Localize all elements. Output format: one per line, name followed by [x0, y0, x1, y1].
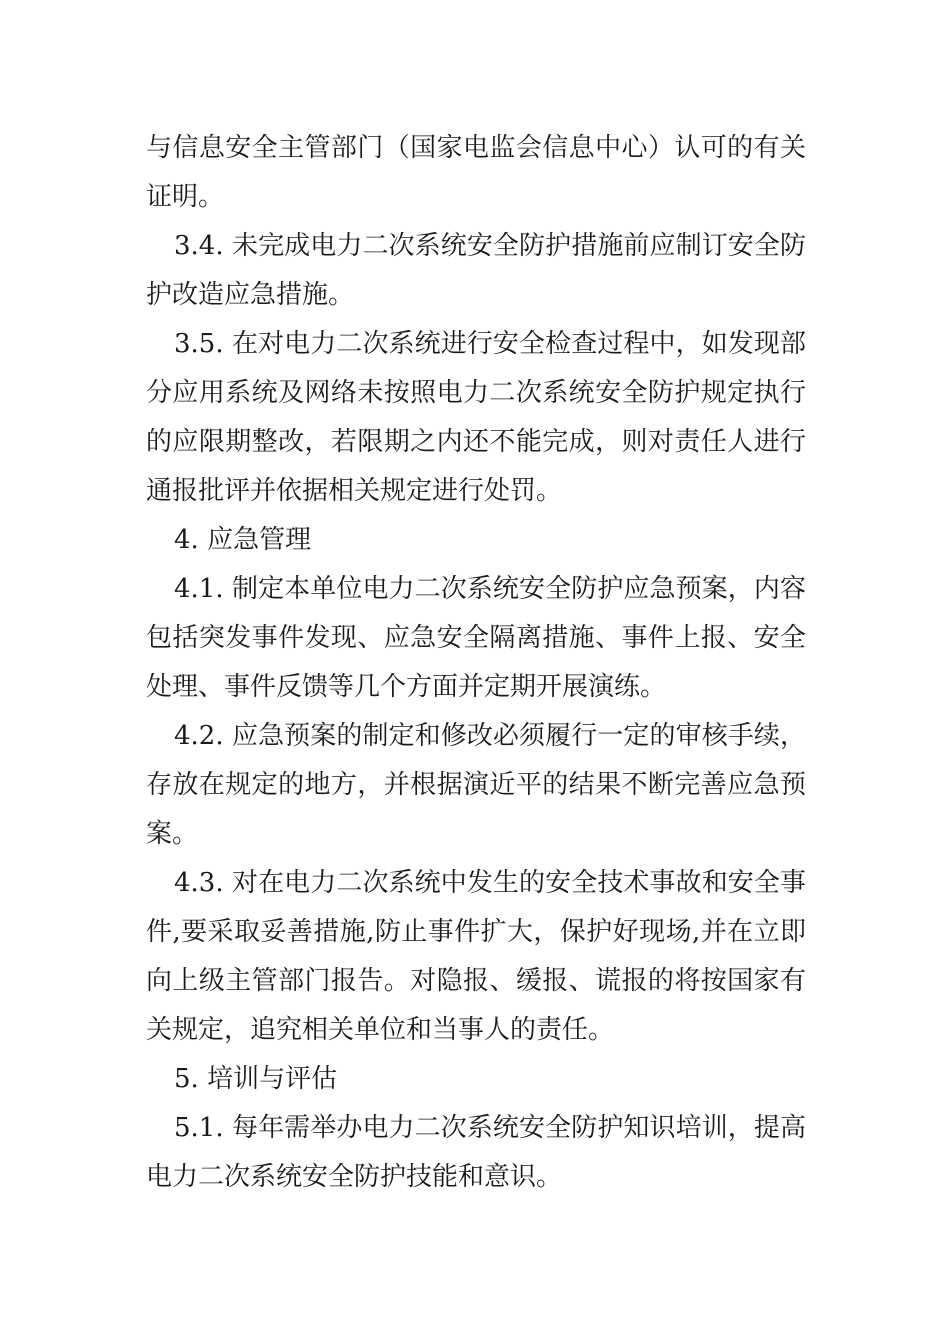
paragraph-3-5: 3.5. 在对电力二次系统进行安全检查过程中，如发现部 — [174, 329, 806, 359]
text-line: 向上级主管部门报告。对隐报、缓报、谎报的将按国家有 — [146, 966, 806, 996]
text-line: 处理、事件反馈等几个方面并定期开展演练。 — [146, 672, 667, 702]
text-line: 存放在规定的地方，并根据演近平的结果不断完善应急预 — [146, 770, 806, 800]
text-line: 分应用系统及网络未按照电力二次系统安全防护规定执行 — [146, 378, 806, 408]
document-body — [146, 124, 806, 1202]
section-heading-4: 4. 应急管理 — [174, 525, 312, 555]
text-line: 件,要采取妥善措施,防止事件扩大，保护好现场,并在立即 — [146, 917, 806, 947]
text-line: 护改造应急措施。 — [146, 280, 355, 310]
text-line: 与信息安全主管部门（国家电监会信息中心）认可的有关 — [146, 133, 806, 163]
text-line: 关规定，追究相关单位和当事人的责任。 — [146, 1015, 615, 1045]
section-heading-5: 5. 培训与评估 — [174, 1064, 338, 1094]
text-line: 通报批评并依据相关规定进行处罚。 — [146, 476, 563, 506]
text-line: 包括突发事件发现、应急安全隔离措施、事件上报、安全 — [146, 623, 806, 653]
paragraph-4-3: 4.3. 对在电力二次系统中发生的安全技术事故和安全事 — [174, 868, 806, 898]
text-line: 的应限期整改，若限期之内还不能完成，则对责任人进行 — [146, 427, 806, 457]
paragraph-5-1: 5.1. 每年需举办电力二次系统安全防护知识培训，提高 — [174, 1113, 806, 1143]
text-line: 电力二次系统安全防护技能和意识。 — [146, 1162, 563, 1192]
paragraph-3-4: 3.4. 未完成电力二次系统安全防护措施前应制订安全防 — [174, 231, 806, 261]
paragraph-4-1: 4.1. 制定本单位电力二次系统安全防护应急预案，内容 — [174, 574, 806, 604]
text-line: 证明。 — [146, 182, 225, 212]
text-line: 案。 — [146, 819, 199, 849]
paragraph-4-2: 4.2. 应急预案的制定和修改必须履行一定的审核手续， — [174, 721, 806, 751]
